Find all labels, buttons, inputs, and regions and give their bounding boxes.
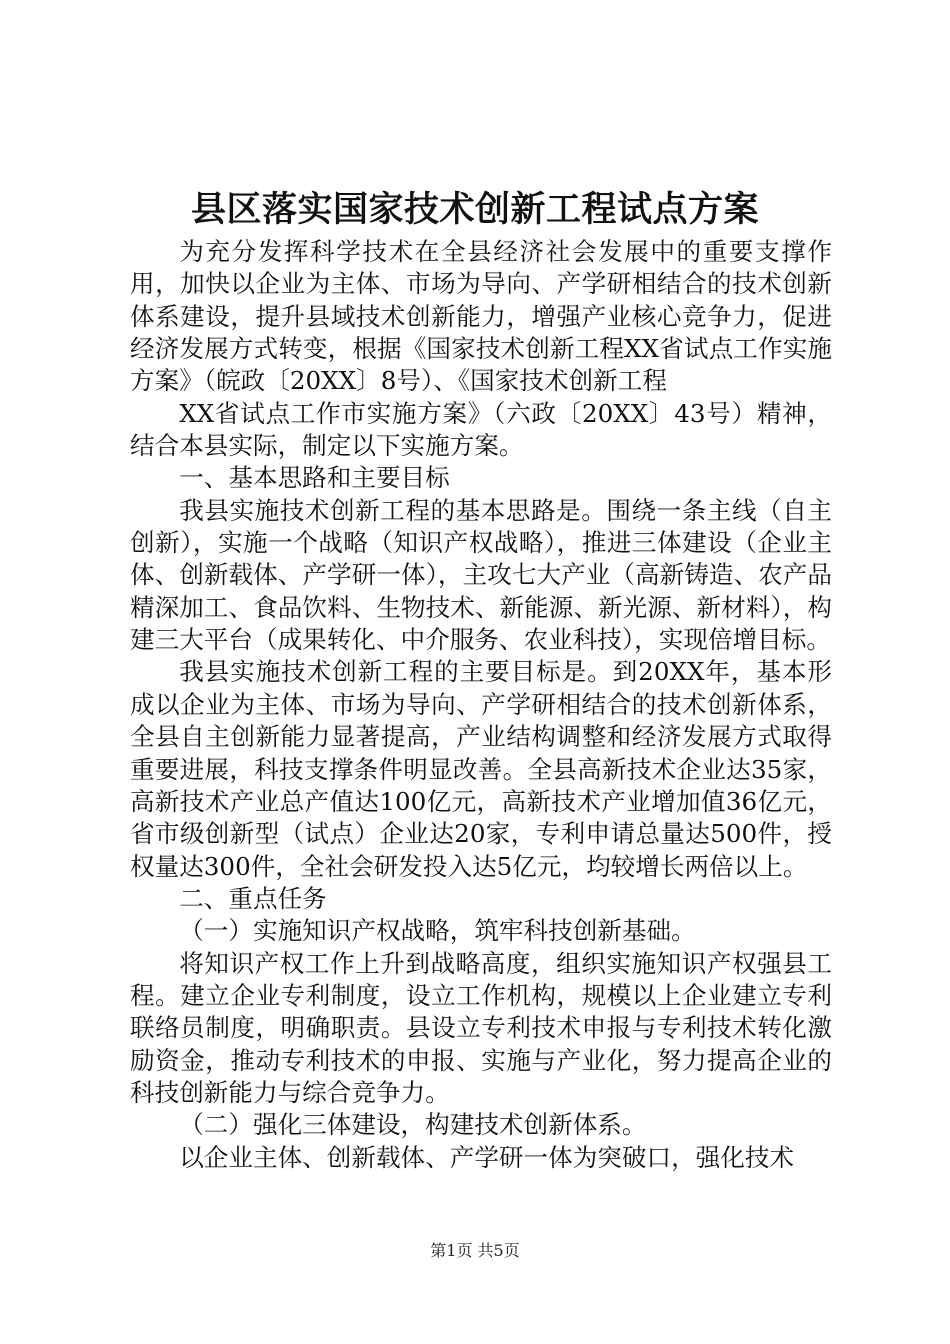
page-footer: 第1页 共5页 [430,1241,520,1260]
paragraph-intro-continued: XX省试点工作市实施方案》（六政〔20XX〕43号）精神，结合本县实际，制定以下实施方案。 [130,398,832,461]
paragraph-ip-strategy: 将知识产权工作上升到战略高度，组织实施知识产权强县工程。建立企业专利制度，设立工作机构，规模以上企业建立专利联络员制度，明确职责。县设立专利技术申报与专利技术转化激励资金，推动专利技术的申报、实施与产业化，努力提高企业的科技创新能力与综合竞争力。 [130,948,832,1107]
paragraph-innovation-system: 以企业主体、创新载体、产学研一体为突破口，强化技术 [179,1142,795,1172]
document-body [130,236,832,1174]
subsection-heading-2: （二）强化三体建设，构建技术创新体系。 [179,1110,647,1140]
document-title: 县区落实国家技术创新工程试点方案 [190,189,759,230]
section-heading-1: 一、基本思路和主要目标 [179,463,450,493]
section-heading-2: 二、重点任务 [179,883,327,913]
paragraph-intro: 为充分发挥科学技术在全县经济社会发展中的重要支撑作用，加快以企业为主体、市场为导向、产学研相结合的技术创新体系建设，提升县域技术创新能力，增强产业核心竞争力，促进经济发展方式转变，根据《国家技术创新工程XX省试点工作实施方案》（皖政〔20XX〕8号）、《国家技术创新工程 [130,237,832,396]
paragraph-main-goals: 我县实施技术创新工程的主要目标是。到20XX年，基本形成以企业为主体、市场为导向、产学研相结合的技术创新体系，全县自主创新能力显著提高，产业结构调整和经济发展方式取得重要进展，科技支撑条件明显改善。全县高新技术企业达35家，高新技术产业总产值达100亿元，高新技术产业增加值36亿元，省市级创新型（试点）企业达20家，专利申请总量达500件，授权量达300件，全社会研发投入达5亿元，均较增长两倍以上。 [130,657,832,881]
subsection-heading-1: （一）实施知识产权战略，筑牢科技创新基础。 [179,916,696,946]
paragraph-basic-approach: 我县实施技术创新工程的基本思路是。围绕一条主线（自主创新），实施一个战略（知识产权战略），推进三体建设（企业主体、创新载体、产学研一体），主攻七大产业（高新铸造、农产品精深加工、食品饮料、生物技术、新能源、新光源、新材料），构建三大平台（成果转化、中介服务、农业科技），实现倍增目标。 [130,495,832,655]
